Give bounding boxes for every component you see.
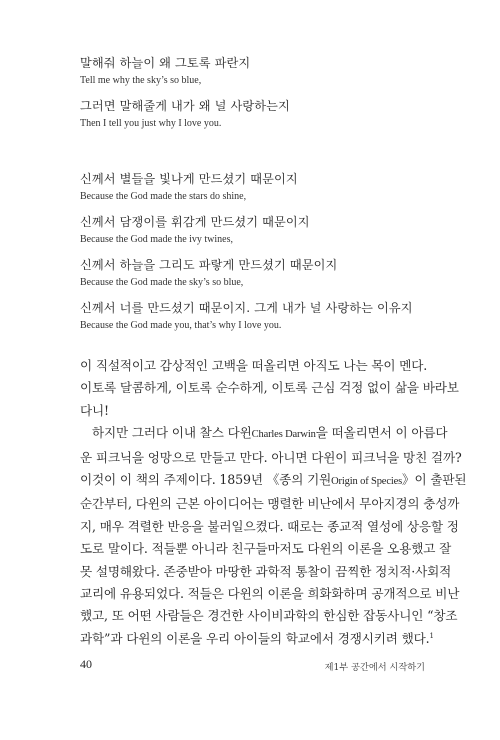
lyric-english-line: Because the God made you, that’s why I love you. xyxy=(80,320,282,331)
english-term: Charles Darwin xyxy=(251,429,316,441)
running-head: 제1부 공간에서 시작하기 xyxy=(324,662,425,673)
text-line: 이 직설적이고 감상적인 고백을 떠올리면 아직도 나는 목이 멘다. xyxy=(80,358,428,373)
lyric-english-line: Because the God made the sky’s so blue, xyxy=(80,277,244,288)
text-run: 하지만 그러다 이내 찰스 다윈 xyxy=(92,425,252,441)
paragraph-2 xyxy=(80,422,467,650)
text-line: 순간부터, 다윈의 근본 아이디어는 맹렬한 비난에서 무아지경의 충성까 xyxy=(80,496,460,512)
text-line: 못 설명해왔다. 존중받아 마땅한 과학적 통찰이 끔찍한 정치적·사회적 xyxy=(80,563,452,579)
text-line: 운 피크닉을 엉망으로 만들고 만다. 아니면 다윈이 피크닉을 망친 걸까? xyxy=(80,449,462,465)
paragraph-1 xyxy=(80,355,459,422)
text-run: 을 떠올리면서 이 아름다 xyxy=(315,425,448,441)
text-line: 도로 말이다. 적들뿐 아니라 친구들마저도 다윈의 이론을 오용했고 잘 xyxy=(80,541,452,557)
lyric-korean-line: 말해줘 하늘이 왜 그토록 파란지 xyxy=(80,56,251,70)
lyric-korean-line: 신께서 별들을 빛나게 만드셨기 때문이지 xyxy=(80,172,298,186)
lyric-korean-line: 신께서 하늘을 그리도 파랗게 만드셨기 때문이지 xyxy=(80,258,338,272)
lyric-english-line: Because the God made the ivy twines, xyxy=(80,234,234,245)
text-run: 과학”과 다윈의 이론을 우리 아이들의 학교에서 경쟁시키려 했다. xyxy=(80,630,430,646)
lyric-korean-line: 신께서 너를 만드셨기 때문이지. 그게 내가 널 사랑하는 이유지 xyxy=(80,301,413,315)
text-run: 》이 출판된 xyxy=(402,472,467,488)
lyric-korean-line: 신께서 담쟁이를 휘감게 만드셨기 때문이지 xyxy=(80,215,310,229)
text-run: 이것이 이 책의 주제이다. 1859년 《종의 기원 xyxy=(80,472,332,488)
stanza-gap xyxy=(80,139,450,169)
text-line xyxy=(80,422,448,446)
text-line xyxy=(80,469,467,493)
text-line xyxy=(80,628,434,650)
text-line: 다니! xyxy=(80,402,109,418)
text-line: 지, 매우 격렬한 반응을 불러일으켰다. 때로는 종교적 열성에 상응할 정 xyxy=(80,518,459,534)
footnote-marker[interactable]: 1 xyxy=(429,631,434,640)
body-text xyxy=(80,355,467,650)
english-term: Origin of Species xyxy=(331,476,403,488)
lyric-english-line: Because the God made the stars do shine, xyxy=(80,191,247,202)
lyric-korean-line: 그러면 말해줄게 내가 왜 널 사랑하는지 xyxy=(80,99,290,113)
page-number: 40 xyxy=(80,657,92,671)
page-footer xyxy=(80,657,425,677)
text-line: 교리에 유용되었다. 적들은 다윈의 이론을 희화화하며 공개적으로 비난 xyxy=(80,586,460,602)
text-line: 했고, 또 어떤 사람들은 경건한 사이비과학의 한심한 잡동사니인 “창조 xyxy=(80,608,458,624)
lyric-english-line: Then I tell you just why I love you. xyxy=(80,118,222,129)
lyric-english-line: Tell me why the sky’s so blue, xyxy=(80,75,202,86)
text-line: 이토록 달콤하게, 이토록 순수하게, 이토록 근심 걱정 없이 삶을 바라보 xyxy=(80,380,459,396)
song-lyrics xyxy=(80,53,450,341)
